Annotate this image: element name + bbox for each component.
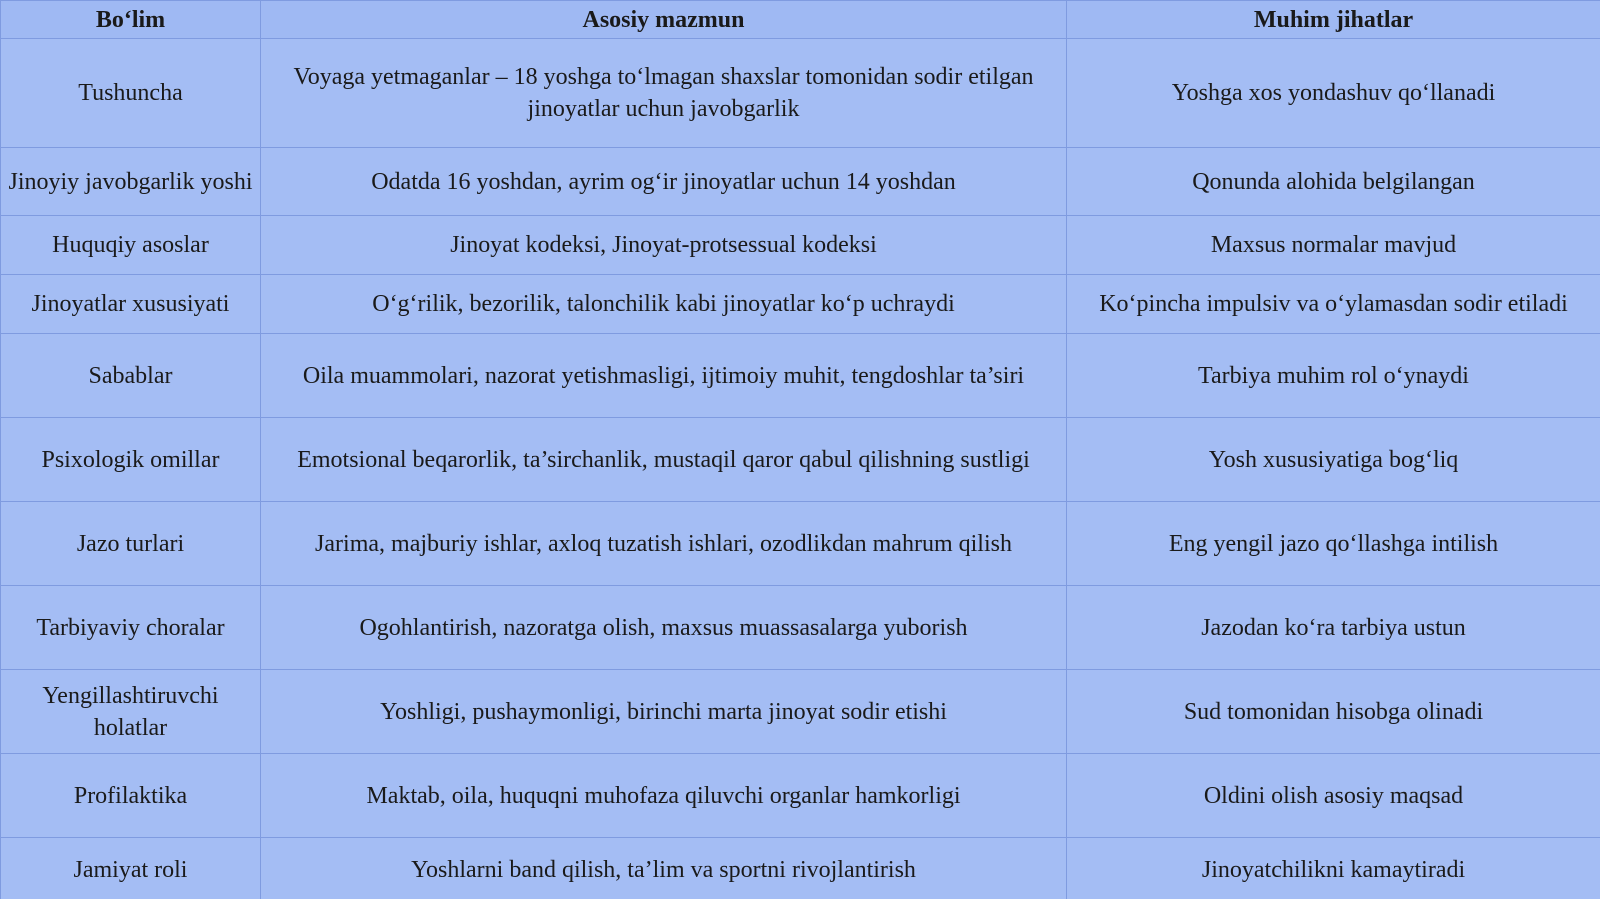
table-row [1,148,1600,216]
table-row [1,334,1600,418]
cell-key-aspects: Tarbiya muhim rol o‘ynaydi [1067,334,1600,418]
table-row [1,39,1600,148]
cell-key-aspects: Ko‘pincha impulsiv va o‘ylamasdan sodir etiladi [1067,275,1600,334]
table-row [1,275,1600,334]
cell-key-aspects: Oldini olish asosiy maqsad [1067,754,1600,838]
cell-key-aspects: Maxsus normalar mavjud [1067,216,1600,275]
table-row [1,838,1600,899]
cell-section: Jinoyiy javobgarlik yoshi [1,148,261,216]
cell-section: Yengillashtiruvchi holatlar [1,670,261,754]
table-row [1,502,1600,586]
cell-section: Jazo turlari [1,502,261,586]
table-row [1,670,1600,754]
header-section: Bo‘lim [1,1,261,39]
cell-section: Sabablar [1,334,261,418]
cell-key-aspects: Qonunda alohida belgilangan [1067,148,1600,216]
cell-key-aspects: Sud tomonidan hisobga olinadi [1067,670,1600,754]
cell-key-aspects: Yosh xususiyatiga bog‘liq [1067,418,1600,502]
table-row [1,586,1600,670]
cell-main-content: Yoshligi, pushaymonligi, birinchi marta jinoyat sodir etishi [261,670,1067,754]
table-row [1,216,1600,275]
cell-section: Jinoyatlar xususiyati [1,275,261,334]
cell-section: Tarbiyaviy choralar [1,586,261,670]
cell-main-content: Maktab, oila, huquqni muhofaza qiluvchi organlar hamkorligi [261,754,1067,838]
cell-section: Profilaktika [1,754,261,838]
header-main-content: Asosiy mazmun [261,1,1067,39]
cell-main-content: Odatda 16 yoshdan, ayrim og‘ir jinoyatlar uchun 14 yoshdan [261,148,1067,216]
cell-main-content: Emotsional beqarorlik, ta’sirchanlik, mustaqil qaror qabul qilishning sustligi [261,418,1067,502]
cell-main-content: Oila muammolari, nazorat yetishmasligi, ijtimoiy muhit, tengdoshlar ta’siri [261,334,1067,418]
cell-key-aspects: Jazodan ko‘ra tarbiya ustun [1067,586,1600,670]
cell-section: Jamiyat roli [1,838,261,899]
table-row [1,418,1600,502]
cell-key-aspects: Eng yengil jazo qo‘llashga intilish [1067,502,1600,586]
cell-key-aspects: Jinoyatchilikni kamaytiradi [1067,838,1600,899]
header-key-aspects: Muhim jihatlar [1067,1,1600,39]
cell-main-content: Ogohlantirish, nazoratga olish, maxsus muassasalarga yuborish [261,586,1067,670]
header-row [1,1,1600,39]
cell-main-content: Jarima, majburiy ishlar, axloq tuzatish ishlari, ozodlikdan mahrum qilish [261,502,1067,586]
cell-main-content: Yoshlarni band qilish, ta’lim va sportni rivojlantirish [261,838,1067,899]
cell-section: Tushuncha [1,39,261,148]
cell-section: Psixologik omillar [1,418,261,502]
cell-key-aspects: Yoshga xos yondashuv qo‘llanadi [1067,39,1600,148]
cell-main-content: Jinoyat kodeksi, Jinoyat-protsessual kodeksi [261,216,1067,275]
cell-section: Huquqiy asoslar [1,216,261,275]
table-row [1,754,1600,838]
cell-main-content: O‘g‘rilik, bezorilik, talonchilik kabi jinoyatlar ko‘p uchraydi [261,275,1067,334]
cell-main-content: Voyaga yetmaganlar – 18 yoshga to‘lmagan shaxslar tomonidan sodir etilgan jinoyatlar uchun javobgarlik [261,39,1067,148]
